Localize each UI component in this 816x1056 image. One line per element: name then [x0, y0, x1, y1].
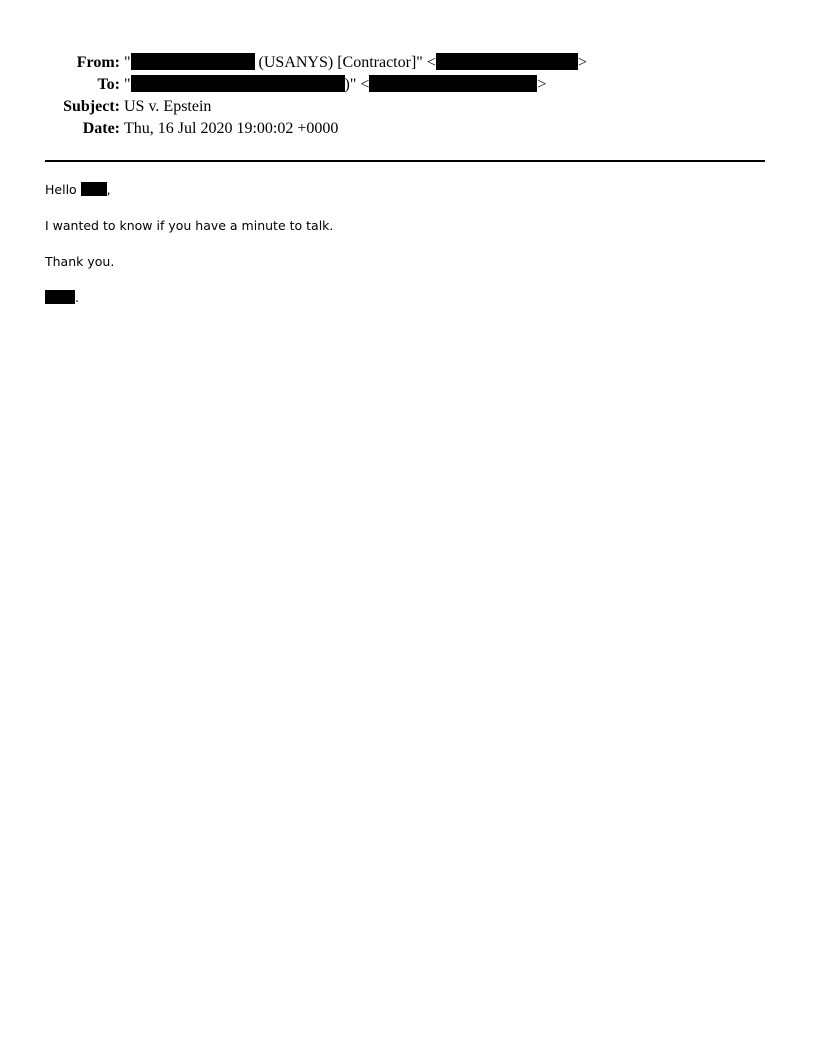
redaction-block [131, 53, 255, 70]
to-prefix: " [124, 76, 131, 93]
subject-row [0, 96, 816, 118]
to-end: > [537, 76, 547, 93]
from-prefix: " [124, 54, 131, 71]
from-row [0, 52, 816, 74]
from-value [124, 52, 587, 74]
greeting-text: Hello [45, 182, 77, 197]
to-value [124, 74, 546, 96]
body-line-1: I wanted to know if you have a minute to talk. [45, 218, 334, 233]
to-label: To: [97, 76, 120, 93]
email-body [45, 181, 765, 325]
subject-value: US v. Epstein [124, 98, 212, 115]
redaction-block [81, 182, 107, 196]
date-value: Thu, 16 Jul 2020 19:00:02 +0000 [124, 120, 339, 137]
from-end: > [577, 54, 587, 71]
date-row [0, 118, 816, 140]
to-suffix: )" < [344, 76, 370, 93]
greeting-line [45, 181, 765, 199]
body-line-2: Thank you. [45, 254, 115, 269]
redaction-block [45, 290, 75, 304]
signature-line [45, 289, 765, 307]
greeting-punct: , [106, 182, 111, 197]
header-divider [45, 160, 765, 162]
email-header [0, 52, 816, 140]
from-suffix: (USANYS) [Contractor]" < [254, 54, 436, 71]
to-row [0, 74, 816, 96]
signature-punct: . [75, 290, 79, 305]
redaction-block [436, 53, 578, 70]
from-label: From: [76, 54, 120, 71]
redaction-block [131, 75, 345, 92]
redaction-block [369, 75, 537, 92]
subject-label: Subject: [63, 98, 120, 115]
date-label: Date: [82, 120, 120, 137]
